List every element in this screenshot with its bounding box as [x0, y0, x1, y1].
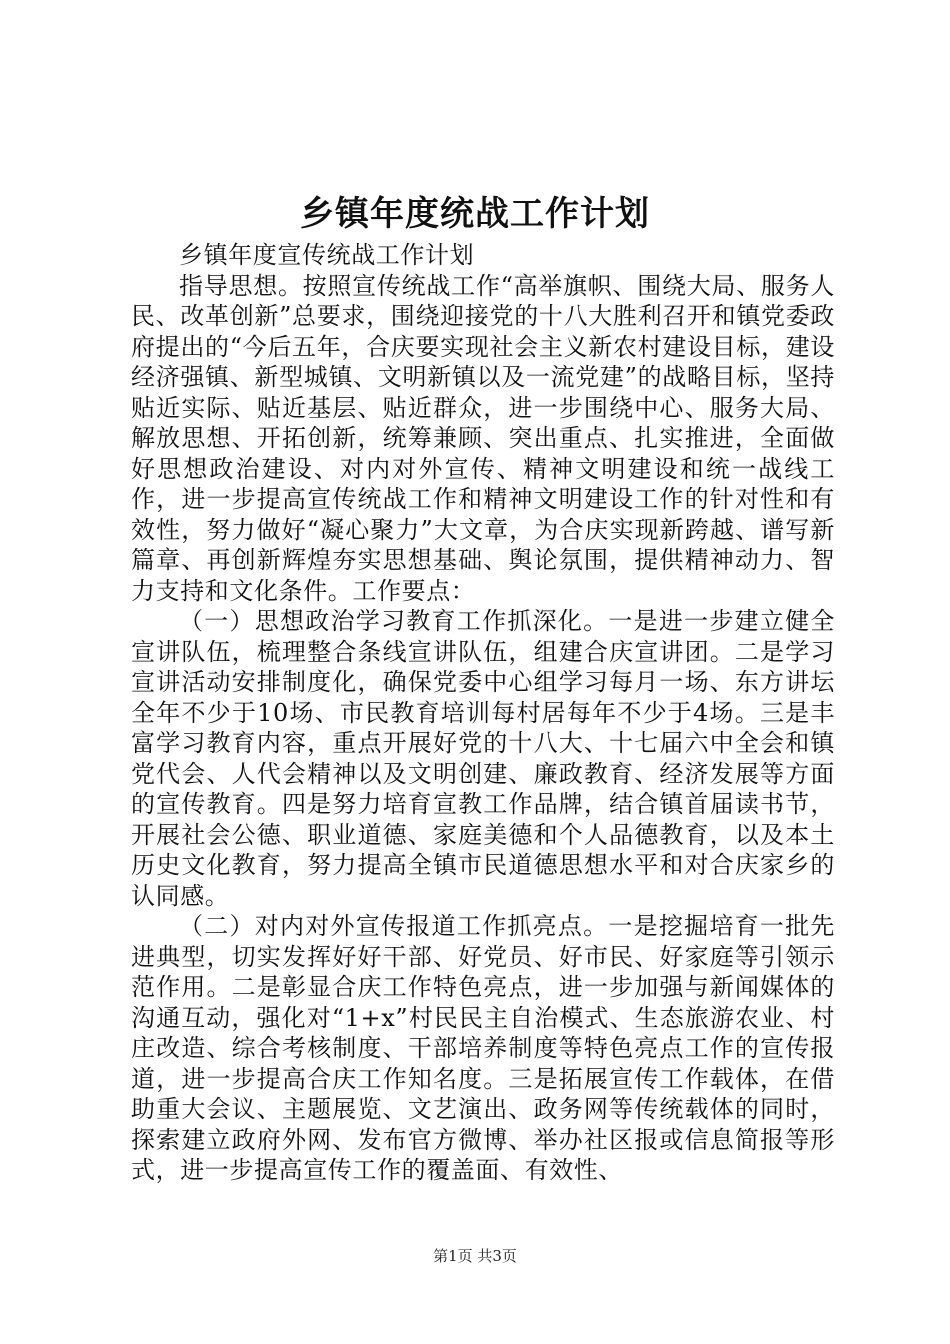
document-subtitle: 乡镇年度宣传统战工作计划 — [179, 241, 475, 269]
paragraph-section-two: （二）对内对外宣传报道工作抓亮点。一是挖掘培育一批先进典型，切实发挥好好干部、好党员、好市民、好家庭等引领示范作用。二是彰显合庆工作特色亮点，进一步加强与新闻媒体的沟通互动，强化对“1+x”村民民主自治模式、生态旅游农业、村庄改造、综合考核制度、干部培养制度等特色亮点工作的宣传报道，进一步提高合庆工作知名度。三是拓展宣传工作载体，在借助重大会议、主题展览、文艺演出、政务网等传统载体的同时，探索建立政府外网、发布官方微博、举办社区报或信息简报等形式，进一步提高宣传工作的覆盖面、有效性、 — [131, 912, 835, 1184]
page-footer: 第1页 共3页 — [433, 1247, 517, 1265]
paragraph-guiding-thought: 指导思想。按照宣传统战工作“高举旗帜、围绕大局、服务人民、改革创新”总要求，围绕迎接党的十八大胜利召开和镇党委政府提出的“今后五年，合庆要实现社会主义新农村建设目标，建设经济强镇、新型城镇、文明新镇以及一流党建”的战略目标，坚持贴近实际、贴近基层、贴近群众，进一步围绕中心、服务大局、解放思想、开拓创新，统筹兼顾、突出重点、扎实推进，全面做好思想政治建设、对内对外宣传、精神文明建设和统一战线工作，进一步提高宣传统战工作和精神文明建设工作的针对性和有效性，努力做好“凝心聚力”大文章，为合庆实现新跨越、谱写新篇章、再创新辉煌夯实思想基础、舆论氛围，提供精神动力、智力支持和文化条件。工作要点： — [131, 271, 835, 605]
document-title: 乡镇年度统战工作计划 — [300, 194, 650, 234]
paragraph-section-one: （一）思想政治学习教育工作抓深化。一是进一步建立健全宣讲队伍，梳理整合条线宣讲队伍，组建合庆宣讲团。二是学习宣讲活动安排制度化，确保党委中心组学习每月一场、东方讲坛全年不少于10场、市民教育培训每村居每年不少于4场。三是丰富学习教育内容，重点开展好党的十八大、十七届六中全会和镇党代会、人代会精神以及文明创建、廉政教育、经济发展等方面的宣传教育。四是努力培育宣教工作品牌，结合镇首届读书节，开展社会公德、职业道德、家庭美德和个人品德教育，以及本土历史文化教育，努力提高全镇市民道德思想水平和对合庆家乡的认同感。 — [131, 607, 835, 910]
document-body — [131, 240, 835, 1186]
